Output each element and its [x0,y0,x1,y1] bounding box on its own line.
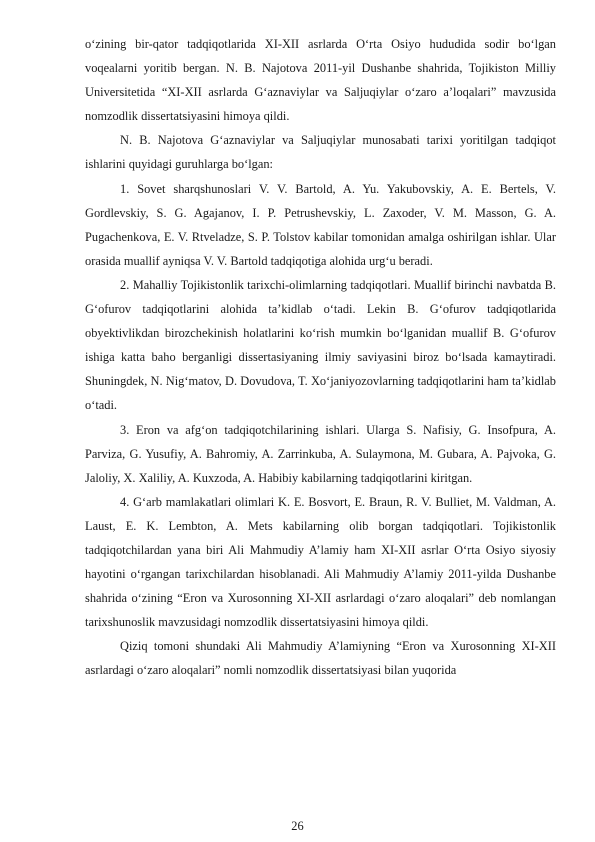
page-number: 26 [291,819,304,833]
paragraph-group-2: 2. Mahalliy Tojikistonlik tarixchi-olimlarning tadqiqotlari. Muallif birinchi navbatda B. G‘ofurov tadqiqotlarini alohida ta’kidlab o‘tadi. Lekin B. G‘ofurov tadqiqotlarida obyektivlikdan birozchekinish holatlarini ko‘rish mumkin bo‘lganidan muallif B. G‘ofurov ishiga katta baho berganligi dissertasiyaning ilmiy saviyasini biroz bo‘lsada kamaytiradi. Shuningdek, N. Nig‘matov, D. Dovudova, T. Xo‘janiyozovlarning tadqiqotlarini ham ta’kidlab o‘tadi. [85,277,556,413]
paragraph-closing: Qiziq tomoni shundaki Ali Mahmudiy A’lamiyning “Eron va Xurosonning XI-XII asrlardagi o‘zaro aloqalari” nomli nomzodlik dissertatsiyasi bilan yuqorida [85,639,556,678]
paragraph-intro: o‘zining bir-qator tadqiqotlarida XI-XII asrlarda O‘rta Osiyo hududida sodir bo‘lgan voqealarni yoritib bergan. N. B. Najotova 2011-yil Dushanbe shahrida, Tojikiston Milliy Universitetida “XI-XII asrlarda G‘aznaviylar va Saljuqiylar o‘zaro a’loqalari” mavzusida nomzodlik dissertatsiyasini himoya qildi. [85,37,556,124]
paragraph-grouping: N. B. Najotova G‘aznaviylar va Saljuqiylar munosabati tarixi yoritilgan tadqiqot ishlarini quyidagi guruhlarga bo‘lgan: [85,133,556,172]
paragraph-group-4: 4. G‘arb mamlakatlari olimlari K. E. Bosvort, E. Braun, R. V. Bulliet, M. Valdman, A. Laust, E. K. Lembton, A. Mets kabilarning olib borgan tadqiqotlari. Tojikistonlik tadqiqotchilardan yana biri Ali Mahmudiy A’lamiy ham XI-XII asrlar O‘rta Osiyo siyosiy hayotini o‘rgangan tarixchilardan hisoblanadi. Ali Mahmudiy A’lamiy 2011-yilda Dushanbe shahrida o‘zining “Eron va Xurosonning XI-XII asrlardagi o‘zaro aloqalari” deb nomlangan tarixshunoslik mavzusidagi nomzodlik dissertatsiyasini himoya qildi. [85,494,556,630]
document-body [85,32,556,683]
paragraph-group-3: 3. Eron va afg‘on tadqiqotchilarining ishlari. Ularga S. Nafisiy, G. Insofpura, A. Parviza, G. Yusufiy, A. Bahromiy, A. Zarrinkuba, A. Sulaymona, M. Gubara, A. Pajvoka, G. Jaloliy, X. Xaliliy, A. Kuxzoda, A. Habibiy kabilarning tadqiqotlarini kiritgan. [85,422,556,485]
paragraph-group-1: 1. Sovet sharqshunoslari V. V. Bartold, A. Yu. Yakubovskiy, A. E. Bertels, V. Gordlevskiy, S. G. Agajanov, I. P. Petrushevskiy, L. Zaxoder, V. M. Masson, G. A. Pugachenkova, E. V. Rtveladze, S. P. Tolstov kabilar tomonidan amalga oshirilgan ishlar. Ular orasida muallif ayniqsa V. V. Bartold tadqiqotiga alohida urg‘u beradi. [85,181,556,268]
